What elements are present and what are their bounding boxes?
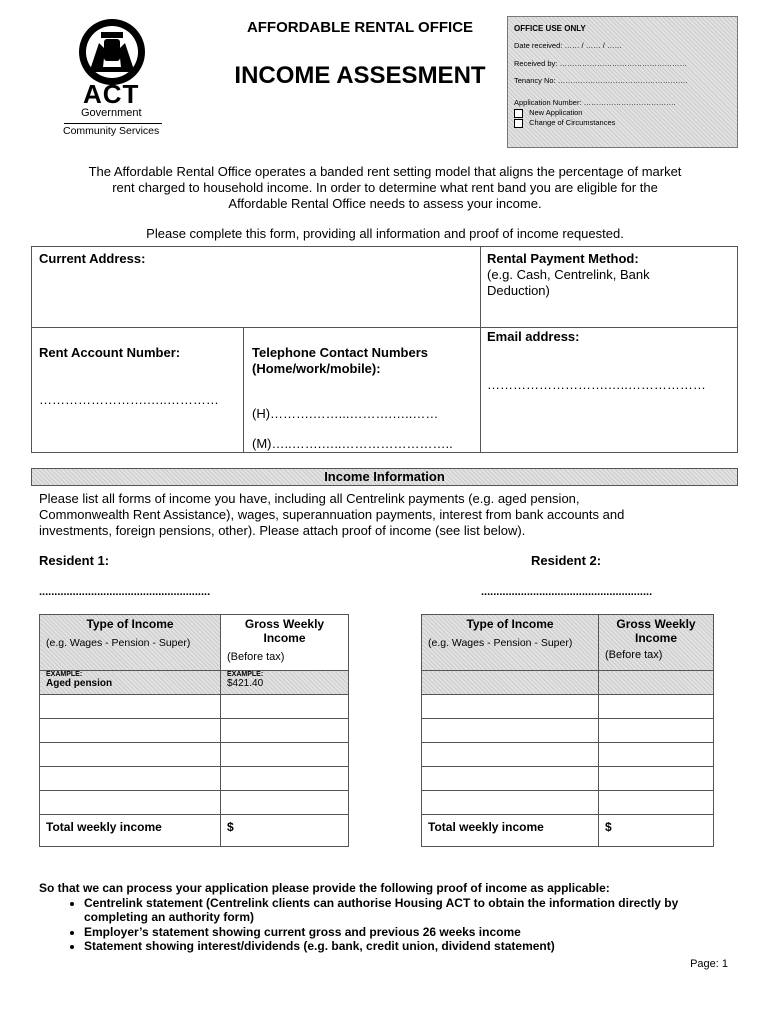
income-type-input[interactable] (422, 719, 599, 743)
logo-act-text: ACT (83, 79, 140, 109)
proof-list (39, 896, 739, 954)
rental-payment-label: Rental Payment Method: (487, 251, 639, 266)
page-title: INCOME ASSESMENT (234, 62, 486, 89)
example-type-cell (40, 671, 221, 695)
current-address-field[interactable] (39, 269, 469, 321)
rent-account-label: Rent Account Number: (39, 345, 181, 360)
income-amount-input[interactable] (221, 791, 349, 815)
income-type-input[interactable] (40, 719, 221, 743)
income-amount-input[interactable] (221, 743, 349, 767)
proof-item: • Statement showing interest/dividends (e.g. bank, credit union, dividend statement) (84, 939, 739, 954)
office-use-heading: OFFICE USE ONLY (514, 24, 586, 33)
proof-section (39, 881, 739, 954)
example-row-cell (599, 671, 714, 695)
gross-header-2: Income (634, 631, 677, 645)
change-circumstances-checkbox[interactable] (514, 119, 523, 128)
income-type-input[interactable] (40, 767, 221, 791)
office-use-box (507, 16, 738, 148)
income-amount-input[interactable] (599, 695, 714, 719)
income-para-3: investments, foreign pensions, other). Please attach proof of income (see list below). (39, 523, 526, 538)
type-header-cell (40, 615, 221, 671)
logo-divider (64, 123, 162, 124)
change-circumstances-label: Change of Circumstances (529, 118, 616, 127)
change-circumstances-row[interactable] (514, 118, 615, 128)
type-header: Type of Income (466, 617, 554, 631)
income-section-header: Income Information (31, 468, 738, 486)
income-type-input[interactable] (40, 791, 221, 815)
office-title: AFFORDABLE RENTAL OFFICE (246, 19, 474, 36)
example-row-cell (422, 671, 599, 695)
type-header: Type of Income (86, 617, 174, 631)
act-logo (55, 15, 175, 140)
income-type-input[interactable] (422, 695, 599, 719)
income-type-input[interactable] (40, 743, 221, 767)
email-label: Email address: (487, 329, 580, 344)
type-hint: (e.g. Wages - Pension - Super) (428, 637, 573, 649)
page-number: Page: 1 (690, 958, 728, 970)
proof-intro: So that we can process your application please provide the following proof of income as applicable: (39, 881, 610, 895)
gross-hint: (Before tax) (605, 649, 663, 661)
income-instructions (39, 491, 739, 539)
income-amount-input[interactable] (599, 767, 714, 791)
mobile-phone-field[interactable]: (M)…..…….…..…………………….. (252, 436, 453, 451)
income-type-input[interactable] (422, 743, 599, 767)
rental-payment-hint-2: Deduction) (487, 283, 550, 298)
type-header-cell (422, 615, 599, 671)
income-amount-input[interactable] (599, 719, 714, 743)
proof-item: • Employer’s statement showing current gross and previous 26 weeks income (84, 925, 739, 940)
resident-1-label: Resident 1: (39, 553, 110, 568)
income-type-input[interactable] (422, 791, 599, 815)
example-type: Aged pension (46, 678, 113, 689)
resident-2-label: Resident 2: (531, 553, 602, 568)
intro-instruction: Please complete this form, providing all information and proof of income requested. (146, 226, 624, 241)
current-address-label: Current Address: (39, 251, 146, 266)
example-amount: $421.40 (227, 678, 264, 689)
email-field[interactable]: ……………………….…..……………… (487, 377, 706, 392)
intro-line-1: The Affordable Rental Office operates a banded rent setting model that aligns the percentage of market (88, 164, 682, 179)
intro-line-2: rent charged to household income. In order to determine what rent band you are eligible for the (112, 180, 658, 195)
income-para-2: Commonwealth Rent Assistance), wages, superannuation payments, interest from bank accounts and (39, 507, 625, 522)
gross-hint: (Before tax) (227, 651, 285, 663)
intro-line-3: Affordable Rental Office needs to assess your income. (228, 196, 542, 211)
total-label: Total weekly income (422, 815, 599, 847)
type-hint: (e.g. Wages - Pension - Super) (46, 637, 191, 649)
gross-header-1: Gross Weekly (244, 617, 325, 631)
home-phone-field[interactable]: (H)……….……...……….…..…… (252, 406, 439, 421)
date-received-field: Date received: …… / …… / …… (514, 41, 622, 50)
new-application-label: New Application (529, 108, 583, 117)
income-amount-input[interactable] (221, 719, 349, 743)
received-by-field: Received by: …………………………………………… (514, 59, 687, 68)
proof-item: • Centrelink statement (Centrelink clients can authorise Housing ACT to obtain the information directly by completing an authority form) (84, 896, 739, 925)
gross-header-1: Gross Weekly (616, 617, 696, 631)
income-amount-input[interactable] (599, 791, 714, 815)
application-number-field: Application Number: ………………………………. (514, 98, 676, 107)
income-type-input[interactable] (40, 695, 221, 719)
income-amount-input[interactable] (599, 743, 714, 767)
telephone-label-1: Telephone Contact Numbers (252, 345, 429, 360)
gross-header-2: Income (263, 631, 306, 645)
total-amount-input[interactable]: $ (221, 815, 349, 847)
resident-2-income-table (421, 614, 714, 847)
new-application-row[interactable] (514, 108, 582, 118)
rental-payment-hint-1: (e.g. Cash, Centrelink, Bank (487, 267, 650, 282)
example-label: EXAMPLE: (227, 671, 264, 678)
details-box (31, 246, 738, 453)
gross-header-cell (221, 615, 349, 671)
income-type-input[interactable] (422, 767, 599, 791)
rent-account-field[interactable]: …………………….…..………… (39, 392, 219, 407)
income-amount-input[interactable] (221, 767, 349, 791)
resident-1-name-field[interactable]: ........................................................ (39, 586, 211, 598)
new-application-checkbox[interactable] (514, 109, 523, 118)
example-amount-cell (221, 671, 349, 695)
intro-text (30, 164, 740, 212)
telephone-label-2: (Home/work/mobile): (252, 361, 381, 376)
logo-government-text: Government (81, 107, 142, 119)
example-label: EXAMPLE: (46, 671, 83, 678)
coat-of-arms-icon (77, 17, 147, 87)
total-amount-input[interactable]: $ (599, 815, 714, 847)
resident-1-income-table (39, 614, 349, 847)
tenancy-no-field: Tenancy No: ……………………………………………. (514, 76, 688, 85)
income-para-1: Please list all forms of income you have, including all Centrelink payments (e.g. aged pension, (39, 491, 580, 506)
resident-2-name-field[interactable]: ........................................................ (481, 586, 653, 598)
income-amount-input[interactable] (221, 695, 349, 719)
logo-community-text: Community Services (63, 125, 160, 137)
total-label: Total weekly income (40, 815, 221, 847)
gross-header-cell (599, 615, 714, 671)
